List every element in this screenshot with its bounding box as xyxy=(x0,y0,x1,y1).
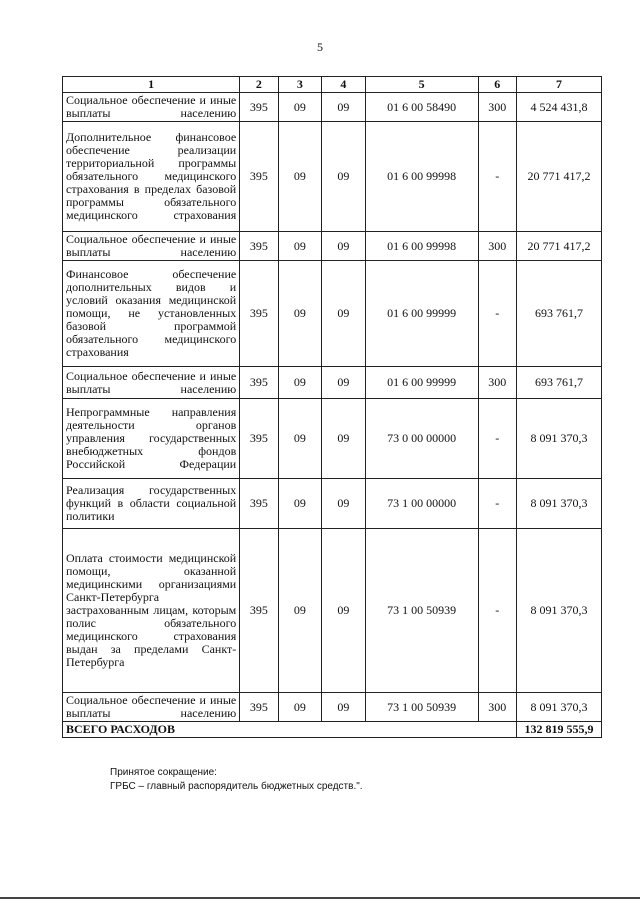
page-bottom-rule xyxy=(0,897,640,899)
table-row xyxy=(63,479,602,529)
target-article-code: 73 1 00 50939 xyxy=(365,693,478,722)
section-code: 09 xyxy=(278,122,322,232)
table-row xyxy=(63,693,602,722)
budget-table xyxy=(62,76,602,738)
total-row xyxy=(63,722,602,738)
footnote-line: ГРБС – главный распорядитель бюджетных средств.". xyxy=(110,781,363,792)
section-code: 09 xyxy=(278,399,322,479)
section-code: 09 xyxy=(278,479,322,529)
amount: 693 761,7 xyxy=(516,261,601,367)
row-name: Социальное обеспечение и иные выплаты населению xyxy=(63,693,240,722)
col-header-3: 3 xyxy=(278,77,322,93)
target-article-code: 01 6 00 99999 xyxy=(365,261,478,367)
row-name: Социальное обеспечение и иные выплаты населению xyxy=(63,232,240,261)
amount: 8 091 370,3 xyxy=(516,529,601,693)
total-label: ВСЕГО РАСХОДОВ xyxy=(63,722,517,738)
subsection-code: 09 xyxy=(322,399,366,479)
expense-type-code: - xyxy=(478,399,516,479)
col-header-4: 4 xyxy=(322,77,366,93)
grbs-code: 395 xyxy=(240,479,278,529)
grbs-code: 395 xyxy=(240,529,278,693)
total-value: 132 819 555,9 xyxy=(516,722,601,738)
target-article-code: 01 6 00 99998 xyxy=(365,232,478,261)
expense-type-code: 300 xyxy=(478,232,516,261)
table-row xyxy=(63,399,602,479)
grbs-code: 395 xyxy=(240,261,278,367)
section-code: 09 xyxy=(278,93,322,122)
target-article-code: 01 6 00 99999 xyxy=(365,367,478,399)
row-name: Социальное обеспечение и иные выплаты населению xyxy=(63,93,240,122)
section-code: 09 xyxy=(278,232,322,261)
expense-type-code: 300 xyxy=(478,93,516,122)
footnote xyxy=(110,766,363,794)
grbs-code: 395 xyxy=(240,122,278,232)
col-header-7: 7 xyxy=(516,77,601,93)
grbs-code: 395 xyxy=(240,693,278,722)
grbs-code: 395 xyxy=(240,399,278,479)
row-name: Дополнительное финансовое обеспечение реализации территориальной программы обязательного медицинского страхования в пределах базовой программы обязательного медицинского страхования xyxy=(63,122,240,232)
row-name: Социальное обеспечение и иные выплаты населению xyxy=(63,367,240,399)
target-article-code: 73 1 00 50939 xyxy=(365,529,478,693)
expense-type-code: - xyxy=(478,122,516,232)
subsection-code: 09 xyxy=(322,693,366,722)
expense-type-code: - xyxy=(478,261,516,367)
target-article-code: 73 1 00 00000 xyxy=(365,479,478,529)
grbs-code: 395 xyxy=(240,232,278,261)
subsection-code: 09 xyxy=(322,122,366,232)
table-row xyxy=(63,232,602,261)
expense-type-code: - xyxy=(478,479,516,529)
amount: 8 091 370,3 xyxy=(516,399,601,479)
section-code: 09 xyxy=(278,367,322,399)
col-header-2: 2 xyxy=(240,77,278,93)
section-code: 09 xyxy=(278,261,322,367)
amount: 4 524 431,8 xyxy=(516,93,601,122)
subsection-code: 09 xyxy=(322,261,366,367)
row-name: Непрограммные направления деятельности органов управления государственных внебюджетных фондов Российской Федерации xyxy=(63,399,240,479)
row-name: Оплата стоимости медицинской помощи, оказанной медицинскими организациями Санкт-Петербурга застрахованным лицам, которым полис обязательного медицинского страхования выдан за пределами Санкт-Петербурга xyxy=(63,529,240,693)
col-header-6: 6 xyxy=(478,77,516,93)
amount: 8 091 370,3 xyxy=(516,693,601,722)
grbs-code: 395 xyxy=(240,367,278,399)
table-body xyxy=(63,93,602,722)
amount: 20 771 417,2 xyxy=(516,232,601,261)
target-article-code: 01 6 00 99998 xyxy=(365,122,478,232)
subsection-code: 09 xyxy=(322,93,366,122)
row-name: Реализация государственных функций в области социальной политики xyxy=(63,479,240,529)
expense-type-code: 300 xyxy=(478,367,516,399)
expense-type-code: 300 xyxy=(478,693,516,722)
page-number: 5 xyxy=(317,40,323,54)
target-article-code: 73 0 00 00000 xyxy=(365,399,478,479)
amount: 20 771 417,2 xyxy=(516,122,601,232)
section-code: 09 xyxy=(278,693,322,722)
grbs-code: 395 xyxy=(240,93,278,122)
table-row xyxy=(63,122,602,232)
target-article-code: 01 6 00 58490 xyxy=(365,93,478,122)
table-row xyxy=(63,93,602,122)
table-row xyxy=(63,261,602,367)
amount: 8 091 370,3 xyxy=(516,479,601,529)
section-code: 09 xyxy=(278,529,322,693)
col-header-1: 1 xyxy=(63,77,240,93)
amount: 693 761,7 xyxy=(516,367,601,399)
subsection-code: 09 xyxy=(322,479,366,529)
table-row xyxy=(63,367,602,399)
footnote-line: Принятое сокращение: xyxy=(110,767,217,778)
table-row xyxy=(63,529,602,693)
row-name: Финансовое обеспечение дополнительных видов и условий оказания медицинской помощи, не установленных базовой программой обязательного медицинского страхования xyxy=(63,261,240,367)
subsection-code: 09 xyxy=(322,367,366,399)
header-row xyxy=(63,77,602,93)
subsection-code: 09 xyxy=(322,529,366,693)
subsection-code: 09 xyxy=(322,232,366,261)
expense-type-code: - xyxy=(478,529,516,693)
col-header-5: 5 xyxy=(365,77,478,93)
